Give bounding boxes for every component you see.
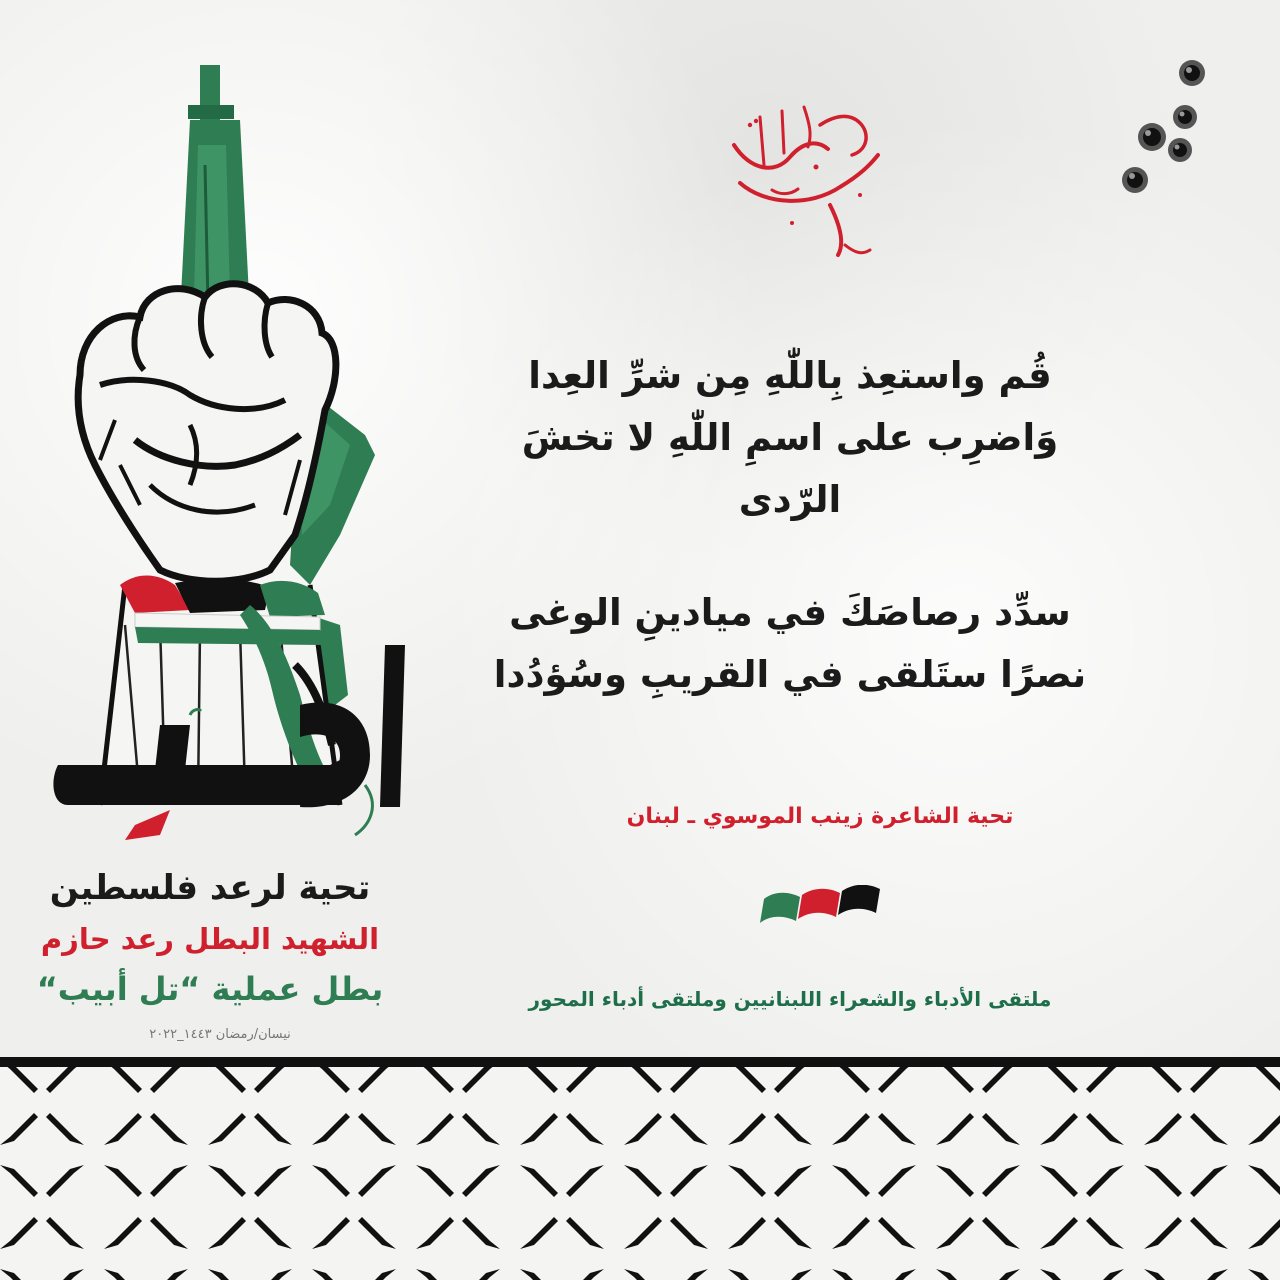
poster-martyr: الشهيد البطل رعد حازم	[40, 922, 380, 956]
poem-line: نصرًا ستَلقى في القريبِ وسُؤدُدا	[493, 653, 1087, 696]
bullet-hole	[1168, 138, 1192, 162]
kuffiyeh-pattern	[0, 1067, 1280, 1280]
bullet-hole	[1173, 105, 1197, 129]
poem-line: قُم واستعِذ بِاللّٰهِ مِن شرِّ العِدا	[528, 354, 1052, 397]
bullet-hole	[1179, 60, 1205, 86]
forum-name: ملتقى الأدباء والشعراء اللبنانيين وملتقى أدباء المحور	[528, 987, 1052, 1011]
raised-fist-illustration	[40, 65, 420, 865]
poem-stanza-1	[470, 345, 1110, 531]
poem-stanza-2	[470, 582, 1110, 706]
poster-hero: بطل عملية “تل أبيب“	[36, 970, 384, 1008]
flag-ribbons-icon	[758, 885, 882, 927]
poem-line: سدِّد رصاصَكَ في ميادينِ الوغى	[509, 591, 1071, 634]
calligraphy-basmala	[720, 95, 890, 260]
bullet-hole	[1138, 123, 1166, 151]
poster-salute: تحية لرعد فلسطين	[49, 868, 371, 908]
poem-line: وَاضرِب على اسمِ اللّٰهِ لا تخشَ الرّدى	[521, 416, 1059, 521]
bullet-hole	[1122, 167, 1148, 193]
wordmark-text: اضرب	[50, 74, 56, 76]
bullet-holes-icon	[1100, 55, 1220, 200]
poet-credit: تحية الشاعرة زينب الموسوي ـ لبنان	[626, 804, 1014, 829]
divider-bar	[0, 1057, 1280, 1067]
poster-date: نيسان/رمضان ١٤٤٣_٢٠٢٢	[149, 1027, 291, 1042]
calligraphy-text: بسم الله قاصم الجبارين	[795, 234, 815, 236]
